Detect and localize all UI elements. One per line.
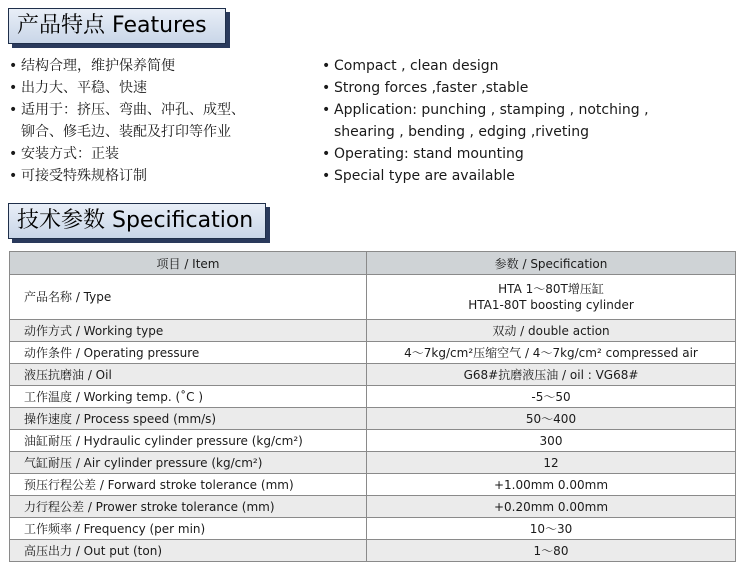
table-row: [10, 275, 736, 320]
row-value: +1.00mm 0.00mm: [367, 474, 736, 496]
row-value: 10～30: [367, 518, 736, 540]
row-item-label: 动作条件 / Operating pressure: [10, 342, 367, 364]
column-header-item: 项目 / Item: [10, 252, 367, 275]
feature-item: • Strong forces ,faster ,stable: [322, 77, 649, 99]
feature-item: shearing , bending , edging ,riveting: [334, 124, 589, 140]
table-row: [10, 320, 736, 342]
table-row: [10, 386, 736, 408]
row-value: G68#抗磨液压油 / oil : VG68#: [367, 364, 736, 386]
feature-item: • Special type are available: [322, 165, 649, 187]
row-item-label: 高压出力 / Out put (ton): [10, 540, 367, 562]
bullet-icon: •: [322, 102, 331, 118]
features-list-chinese: [9, 55, 245, 187]
table-row: [10, 408, 736, 430]
row-item-label: 工作温度 / Working temp. (˚C ): [10, 386, 367, 408]
feature-item: • 安装方式：正装: [9, 143, 245, 165]
row-value: -5～50: [367, 386, 736, 408]
bullet-icon: •: [322, 58, 331, 74]
bullet-icon: •: [9, 58, 18, 74]
bullet-icon: •: [9, 80, 18, 96]
row-item-label: 液压抗磨油 / Oil: [10, 364, 367, 386]
feature-item: • 适用于：挤压、弯曲、冲孔、成型、: [9, 99, 245, 121]
row-value: 50～400: [367, 408, 736, 430]
feature-item: • 可接受特殊规格订制: [9, 165, 245, 187]
table-row: [10, 518, 736, 540]
bullet-icon: •: [9, 168, 18, 184]
row-item-label: 气缸耐压 / Air cylinder pressure (kg/cm²): [10, 452, 367, 474]
table-header-row: [10, 252, 736, 275]
table-row: [10, 452, 736, 474]
row-item-label: 操作速度 / Process speed (mm/s): [10, 408, 367, 430]
row-item-label: 油缸耐压 / Hydraulic cylinder pressure (kg/cm²): [10, 430, 367, 452]
table-row: [10, 342, 736, 364]
feature-item: • 出力大、平稳、快速: [9, 77, 245, 99]
feature-item: • 结构合理，维护保养简便: [9, 55, 245, 77]
features-heading: 产品特点 Features: [8, 8, 226, 44]
bullet-icon: •: [9, 102, 18, 118]
features-list-english: [322, 55, 649, 187]
row-value: +0.20mm 0.00mm: [367, 496, 736, 518]
column-header-specification: 参数 / Specification: [367, 252, 736, 275]
row-item-label: 产品名称 / Type: [10, 275, 367, 320]
bullet-icon: •: [322, 146, 331, 162]
table-row: [10, 474, 736, 496]
row-item-label: 力行程公差 / Prower stroke tolerance (mm): [10, 496, 367, 518]
table-row: [10, 430, 736, 452]
row-value: 12: [367, 452, 736, 474]
table-row: [10, 496, 736, 518]
bullet-icon: •: [9, 146, 18, 162]
row-item-label: 预压行程公差 / Forward stroke tolerance (mm): [10, 474, 367, 496]
specification-table: [9, 251, 736, 562]
row-value: 双动 / double action: [367, 320, 736, 342]
feature-item: • Operating: stand mounting: [322, 143, 649, 165]
row-value: HTA 1～80T增压缸 HTA1-80T boosting cylinder: [367, 275, 736, 320]
specification-heading: 技术参数 Specification: [8, 203, 266, 239]
row-item-label: 动作方式 / Working type: [10, 320, 367, 342]
row-value: 300: [367, 430, 736, 452]
row-item-label: 工作频率 / Frequency (per min): [10, 518, 367, 540]
feature-item: • Application: punching , stamping , notching ,: [322, 99, 649, 121]
table-row: [10, 540, 736, 562]
feature-item: • Compact , clean design: [322, 55, 649, 77]
bullet-icon: •: [322, 80, 331, 96]
row-value: 1～80: [367, 540, 736, 562]
row-value: 4～7kg/cm²压缩空气 / 4～7kg/cm² compressed air: [367, 342, 736, 364]
bullet-icon: •: [322, 168, 331, 184]
table-row: [10, 364, 736, 386]
feature-item: 铆合、修毛边、装配及打印等作业: [21, 124, 231, 140]
